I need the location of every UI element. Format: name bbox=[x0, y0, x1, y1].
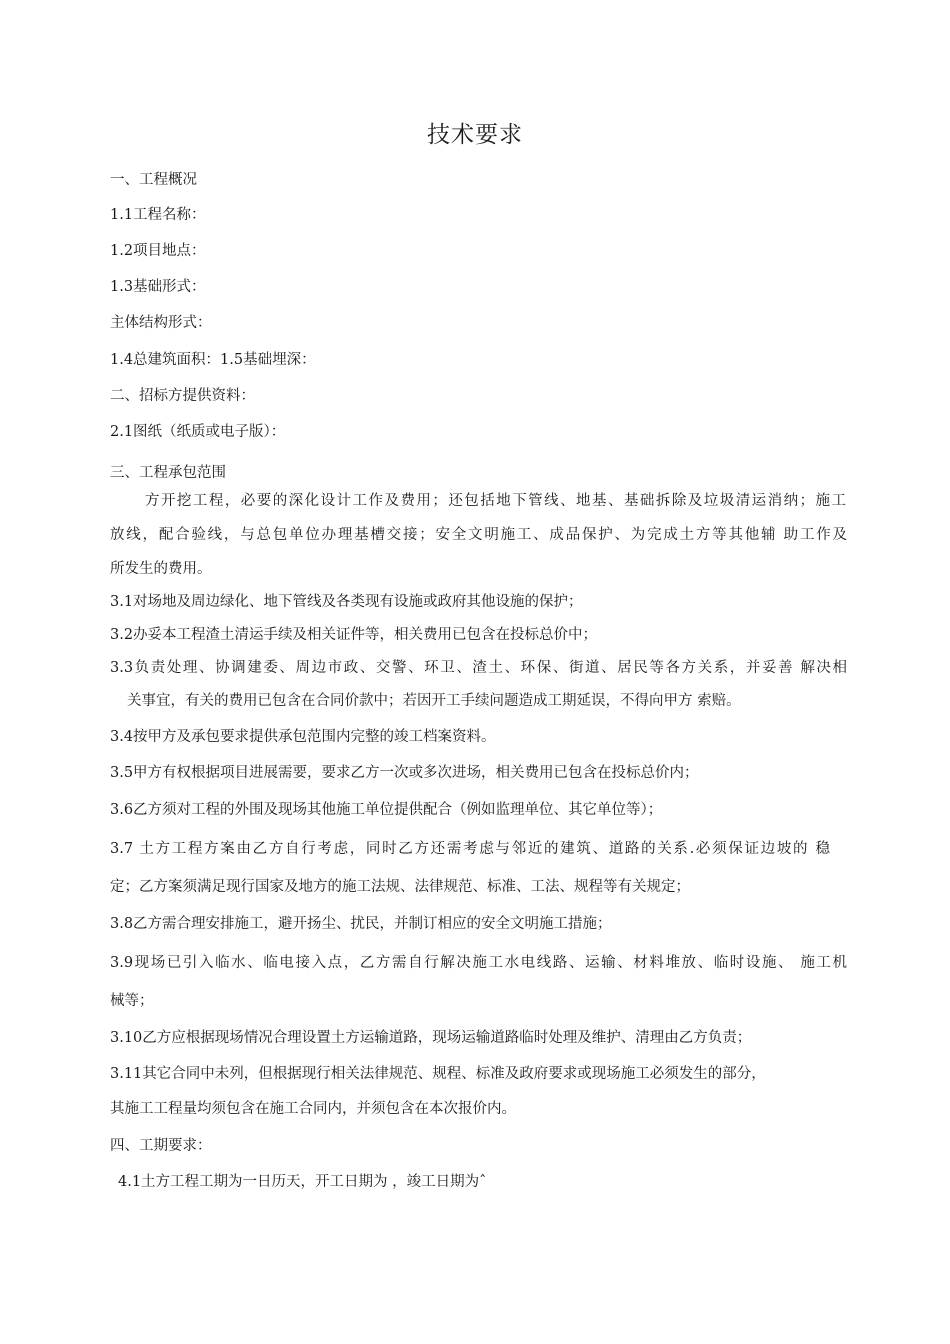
field-project-location: 1.2项目地点： bbox=[110, 243, 206, 259]
item-3-3: 3.3负责处理、协调建委、周边市政、交警、环卫、渣土、环保、街道、居民等各方关系，并妥善 解决相 bbox=[110, 660, 847, 676]
item-3-4: 3.4按甲方及承包要求提供承包范围内完整的竣工档案资料。 bbox=[110, 729, 496, 745]
item-3-10: 3.10乙方应根据现场情况合理设置土方运输道路，现场运输道路临时处理及维护、清理由乙方负责； bbox=[110, 1030, 752, 1046]
field-foundation-type: 1.3基础形式： bbox=[110, 279, 206, 295]
item-3-8: 3.8乙方需合理安排施工，避开扬尘、扰民，并制订相应的安全文明施工措施； bbox=[110, 916, 612, 932]
item-3-7: 3.7 土方工程方案由乙方自行考虑，同时乙方还需考虑与邻近的建筑、道路的关系.必须保证边坡的 稳 bbox=[110, 841, 830, 857]
section-heading-materials: 二、招标方提供资料： bbox=[110, 388, 255, 404]
item-3-9-continued: 械等； bbox=[110, 993, 154, 1009]
item-3-2: 3.2办妥本工程渣土清运手续及相关证件等，相关费用已包含在投标总价中； bbox=[110, 627, 598, 643]
item-3-9: 3.9现场已引入临水、临电接入点，乙方需自行解决施工水电线路、运输、材料堆放、临时设施、 施工机 bbox=[110, 955, 847, 971]
scope-paragraph-line: 放线，配合验线，与总包单位办理基槽交接；安全文明施工、成品保护、为完成土方等其他辅 助工作及 bbox=[110, 527, 847, 543]
item-3-3-continued: 关事宜，有关的费用已包含在合同价款中；若因开工手续问题造成工期延误，不得向甲方 索赔。 bbox=[127, 693, 741, 709]
field-area-depth: 1.4总建筑面积：1.5基础埋深： bbox=[110, 352, 316, 368]
scope-paragraph-line: 所发生的费用。 bbox=[110, 561, 212, 577]
item-3-11-continued: 其施工工程量均须包含在施工合同内，并须包含在本次报价内。 bbox=[110, 1101, 516, 1117]
section-heading-schedule: 四、工期要求： bbox=[110, 1138, 212, 1154]
item-3-7-continued: 定；乙方案须满足现行国家及地方的施工法规、法律规范、标准、工法、规程等有关规定； bbox=[110, 879, 690, 895]
item-4-1: 4.1土方工程工期为一日历天，开工日期为 ，竣工日期为ˆ bbox=[118, 1174, 487, 1190]
field-main-structure: 主体结构形式： bbox=[110, 315, 212, 331]
item-3-5: 3.5甲方有权根据项目进展需要，要求乙方一次或多次进场，相关费用已包含在投标总价内； bbox=[110, 765, 699, 781]
field-project-name: 1.1工程名称： bbox=[110, 207, 206, 223]
item-3-11: 3.11其它合同中未列，但根据现行相关法律规范、规程、标准及政府要求或现场施工必须发生的部分， bbox=[110, 1066, 766, 1082]
item-3-6: 3.6乙方须对工程的外围及现场其他施工单位提供配合（例如监理单位、其它单位等）； bbox=[110, 802, 663, 818]
section-heading-overview: 一、工程概况 bbox=[110, 172, 197, 188]
document-title: 技术要求 bbox=[427, 122, 523, 148]
scope-paragraph-line: 方开挖工程，必要的深化设计工作及费用；还包括地下管线、地基、基础拆除及垃圾清运消纳；施工 bbox=[145, 493, 846, 509]
field-drawings: 2.1图纸（纸质或电子版）： bbox=[110, 424, 286, 440]
item-3-1: 3.1对场地及周边绿化、地下管线及各类现有设施或政府其他设施的保护； bbox=[110, 594, 583, 610]
section-heading-scope: 三、工程承包范围 bbox=[110, 465, 226, 481]
